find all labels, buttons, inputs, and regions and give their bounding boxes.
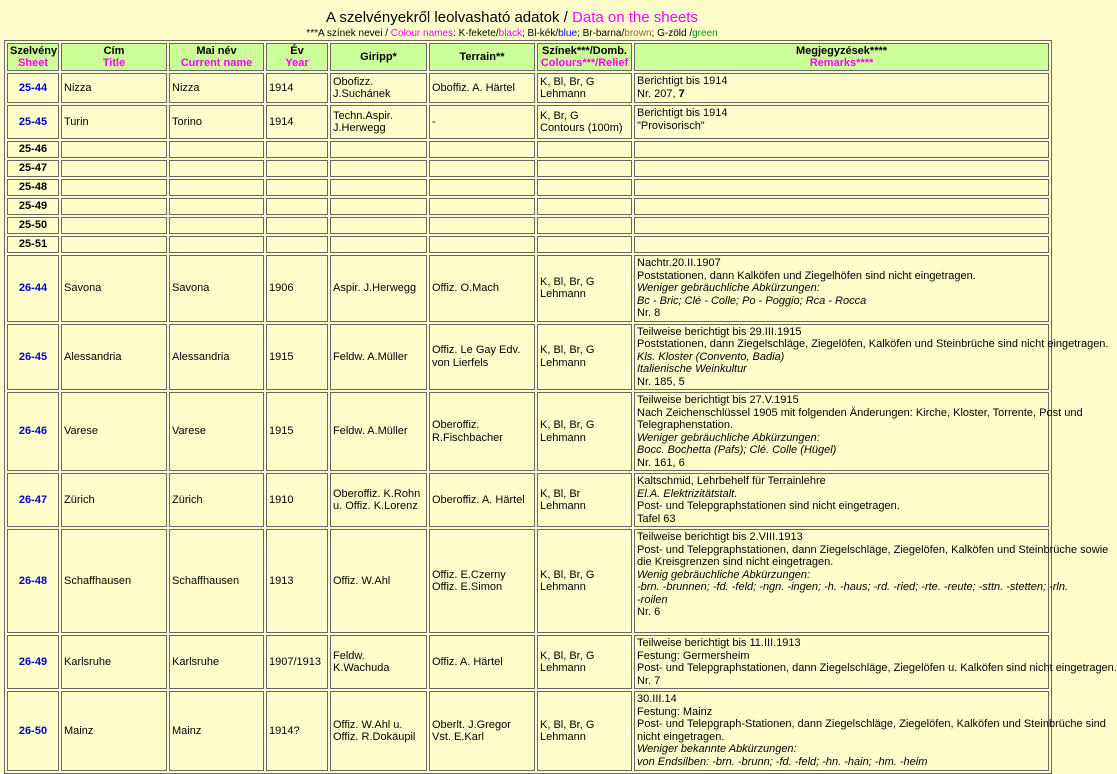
cell-gerippe — [330, 236, 427, 253]
cell-terrain: Offiz. Le Gay Edv. von Lierfels — [429, 324, 535, 391]
remarks-line: Nachtr.20.II.1907 — [637, 257, 721, 269]
cell-year: 1913 — [266, 529, 328, 633]
cell-title: Savona — [61, 255, 167, 322]
page-header — [0, 0, 1024, 40]
cell-gerippe: Feldw. A.Müller — [330, 324, 427, 391]
table-row — [7, 105, 1049, 139]
table-row — [7, 198, 1049, 215]
cell-terrain: - — [429, 105, 535, 139]
cell-gerippe: Techn.Aspir. J.Herwegg — [330, 105, 427, 139]
cell-gerippe — [330, 141, 427, 158]
remarks-line: Post- und Telepgraphstationen, dann Ziegelschläge, Ziegelöfen u. Kalköfen sind nicht eingetragen. — [637, 662, 1117, 674]
colour-names-legend — [0, 28, 1024, 40]
table-row — [7, 236, 1049, 253]
colours-line: Lehmann — [540, 500, 586, 512]
colours-line: Lehmann — [540, 88, 586, 100]
table-row — [7, 255, 1049, 322]
cell-gerippe: Feldw. K.Wachuda — [330, 635, 427, 689]
cell-colours — [537, 236, 632, 253]
cell-sheet: 25-51 — [7, 236, 59, 253]
colours-line: Contours (100m) — [540, 122, 623, 134]
table-row — [7, 691, 1049, 771]
cell-sheet[interactable]: 26-49 — [7, 635, 59, 689]
remarks-line: Nr. 7 — [637, 674, 661, 687]
cell-terrain: Offiz. A. Härtel — [429, 635, 535, 689]
remarks-line: Festung: Germersheim — [637, 649, 750, 662]
colours-line: Lehmann — [540, 288, 586, 301]
colours-line: K, Bl, Br, G — [540, 419, 595, 431]
remarks-line: Post- und Telepgraphstationen, dann Ziegelschläge, Ziegelöfen, Kalköfen und Steinbrüche sowie — [637, 543, 1109, 556]
cell-terrain — [429, 160, 535, 177]
remarks-line: Nr. 207, 7 — [637, 87, 685, 100]
remarks-line: Teilweise berichtigt bis 11.III.1913 — [637, 637, 801, 649]
colours-line: K, Bl, Br, G — [540, 718, 595, 731]
cell-sheet: 25-46 — [7, 141, 59, 158]
cell-sheet[interactable]: 26-47 — [7, 473, 59, 527]
cell-title: Schaffhausen — [61, 529, 167, 633]
cell-current-name — [169, 179, 264, 196]
cell-remarks — [634, 392, 1083, 471]
cell-terrain — [429, 236, 535, 253]
remarks-line: Poststationen, dann Kalköfen und Ziegelhöfen sind nicht eingetragen. — [637, 269, 976, 282]
cell-gerippe: Oberoffiz. K.Rohn u. Offiz. K.Lorenz — [330, 473, 427, 527]
remarks-line: Nr. 8 — [637, 307, 661, 319]
cell-year: 1907/1913 — [266, 635, 328, 689]
remarks-line: Nr. 6 — [637, 606, 661, 618]
cell-remarks — [634, 236, 1049, 253]
colours-line: Lehmann — [540, 581, 586, 593]
remarks-line: El.A. Elektrizitätstalt. — [637, 487, 738, 500]
cell-terrain: Oberoffiz. A. Härtel — [429, 473, 535, 527]
cell-remarks — [634, 324, 1109, 391]
title-english: Data on the sheets — [572, 9, 698, 26]
cell-sheet[interactable]: 25-44 — [7, 73, 59, 103]
page-title — [0, 9, 1024, 27]
cell-colours — [537, 691, 632, 771]
cell-title — [61, 141, 167, 158]
colours-line: Lehmann — [540, 731, 586, 743]
cell-terrain: Offiz. E.Czerny Offiz. E.Simon — [429, 529, 535, 633]
cell-terrain — [429, 179, 535, 196]
colour-legend-k: : K-fekete/ — [453, 28, 499, 39]
cell-gerippe: Aspir. J.Herwegg — [330, 255, 427, 322]
colours-line: K, Bl, Br, G — [540, 275, 595, 288]
cell-sheet[interactable]: 26-46 — [7, 392, 59, 471]
colours-line: K, Br, G — [540, 109, 579, 122]
remarks-line: Weniger gebräuchliche Abkürzungen: — [637, 282, 820, 294]
remarks-line: Wenig gebräuchliche Abkürzungen: — [637, 568, 811, 581]
remarks-line: Berichtigt bis 1914 — [637, 75, 728, 87]
sheets-table-container[interactable] — [4, 40, 1117, 768]
colour-legend-bl-en: blue — [558, 28, 578, 39]
cell-sheet[interactable]: 26-50 — [7, 691, 59, 771]
cell-colours — [537, 179, 632, 196]
cell-year — [266, 141, 328, 158]
remarks-line: Nach Zeichenschlüssel 1905 mit folgenden Änderungen: Kirche, Kloster, Torrente, Post und — [637, 406, 1083, 419]
table-row — [7, 217, 1049, 234]
cell-current-name: Alessandria — [169, 324, 264, 391]
cell-sheet[interactable]: 26-44 — [7, 255, 59, 322]
table-body — [7, 73, 1117, 771]
table-row — [7, 529, 1049, 633]
cell-title — [61, 198, 167, 215]
remarks-line: Tafel 63 — [637, 512, 676, 525]
cell-year: 1914 — [266, 105, 328, 139]
cell-current-name: Savona — [169, 255, 264, 322]
remarks-line: Bc - Bric; Clé - Colle; Po - Poggio; Rca - Rocca — [637, 294, 867, 307]
title-separator: / — [559, 9, 573, 26]
cell-gerippe — [330, 198, 427, 215]
remarks-line: Teilweise berichtigt bis 2.VIII.1913 — [637, 531, 803, 543]
remarks-line: -roilen — [637, 593, 668, 606]
cell-sheet[interactable]: 26-48 — [7, 529, 59, 633]
colours-line: Lehmann — [540, 356, 586, 369]
colours-line: K, Bl, Br, G — [540, 568, 595, 581]
cell-year: 1914? — [266, 691, 328, 771]
cell-terrain: Offiz. O.Mach — [429, 255, 535, 322]
remarks-line: Berichtigt bis 1914 — [637, 107, 728, 119]
colours-line: K, Bl, Br, G — [540, 649, 595, 662]
cell-colours — [537, 160, 632, 177]
cell-colours — [537, 635, 632, 689]
cell-title — [61, 236, 167, 253]
remarks-line: Nr. 161, 6 — [637, 456, 685, 469]
cell-colours — [537, 529, 632, 633]
cell-terrain: Oberlt. J.Gregor Vst. E.Karl — [429, 691, 535, 771]
cell-gerippe: Offiz. W.Ahl u. Offiz. R.Dokäupil — [330, 691, 427, 771]
remarks-line: 30.III.14 — [637, 693, 677, 705]
cell-current-name: Torino — [169, 105, 264, 139]
remarks-line: Italienische Weinkultur — [637, 363, 747, 375]
cell-colours — [537, 105, 632, 139]
cell-current-name: Nizza — [169, 73, 264, 103]
table-row — [7, 160, 1049, 177]
cell-current-name — [169, 236, 264, 253]
cell-year: 1915 — [266, 324, 328, 391]
cell-current-name: Zürich — [169, 473, 264, 527]
remarks-line: "Provisorisch" — [637, 119, 705, 132]
cell-remarks — [634, 179, 1049, 196]
cell-gerippe — [330, 160, 427, 177]
remarks-line: von Endsilben: -brn. -brunn; -fd. -feld; -hn. -hain; -hm. -heim — [637, 755, 928, 768]
remarks-line: Weniger bekannte Abkürzungen: — [637, 743, 797, 755]
colour-legend-br-en: brown — [624, 28, 652, 39]
cell-year: 1906 — [266, 255, 328, 322]
cell-remarks — [634, 691, 1106, 771]
remarks-line: Bocc. Bochetta (Pafs); Clé. Colle (Hügel) — [637, 444, 837, 456]
cell-gerippe: Offiz. W.Ahl — [330, 529, 427, 633]
cell-current-name: Varese — [169, 392, 264, 471]
cell-year — [266, 160, 328, 177]
cell-colours — [537, 255, 632, 322]
remarks-line: Telegraphenstation. — [637, 419, 734, 431]
cell-current-name: Schaffhausen — [169, 529, 264, 633]
sheets-table — [4, 40, 1117, 774]
title-hungarian: A szelvényekről leolvasható adatok — [326, 9, 560, 26]
column-header-title: Cím Title — [61, 43, 167, 71]
cell-remarks — [634, 529, 1109, 633]
cell-sheet: 25-48 — [7, 179, 59, 196]
cell-year — [266, 179, 328, 196]
colour-legend-g-en: green — [692, 28, 718, 39]
cell-terrain: Oboffiz. A. Härtel — [429, 73, 535, 103]
cell-colours — [537, 324, 632, 391]
cell-year — [266, 198, 328, 215]
cell-sheet[interactable]: 25-45 — [7, 105, 59, 139]
colour-legend-br: ; Br-barna/ — [577, 28, 625, 39]
remarks-line: Poststationen, dann Ziegelschläge, Ziegelöfen, Kalköfen und Steinbrüche sind nicht eingetragen. — [637, 338, 1109, 350]
cell-colours — [537, 392, 632, 471]
column-header-terrain: Terrain** — [429, 43, 535, 71]
cell-title: Karlsruhe — [61, 635, 167, 689]
remarks-line: nicht eingetragen. — [637, 730, 725, 743]
remarks-line: Kaltschmid, Lehrbehelf für Terrainlehre — [637, 475, 826, 487]
remarks-line: Weniger gebräuchliche Abkürzungen: — [637, 431, 820, 444]
cell-current-name — [169, 160, 264, 177]
cell-remarks — [634, 160, 1049, 177]
column-header-year: Év Year — [266, 43, 328, 71]
cell-colours — [537, 73, 632, 103]
cell-sheet: 25-50 — [7, 217, 59, 234]
cell-remarks — [634, 198, 1049, 215]
remarks-line: Post- und Telepgraphstationen sind nicht eingetragen. — [637, 500, 900, 512]
column-header-sheet: Szelvény Sheet — [7, 43, 59, 71]
table-row — [7, 473, 1049, 527]
cell-year — [266, 217, 328, 234]
cell-gerippe: Feldw. A.Müller — [330, 392, 427, 471]
cell-year — [266, 236, 328, 253]
cell-title: Mainz — [61, 691, 167, 771]
cell-gerippe: Obofizz. J.Suchánek — [330, 73, 427, 103]
table-header-row — [7, 43, 1049, 71]
table-row — [7, 324, 1049, 391]
cell-year: 1914 — [266, 73, 328, 103]
cell-gerippe — [330, 217, 427, 234]
column-header-colours: Színek***/Domb. Colours***/Relief — [537, 43, 632, 71]
cell-colours — [537, 473, 632, 527]
remarks-line: Teilweise berichtigt bis 27.V.1915 — [637, 394, 799, 406]
cell-colours — [537, 217, 632, 234]
cell-current-name: Karlsruhe — [169, 635, 264, 689]
cell-terrain — [429, 217, 535, 234]
cell-remarks — [634, 73, 1049, 103]
table-row — [7, 73, 1049, 103]
cell-current-name: Mainz — [169, 691, 264, 771]
colours-line: K, Bl, Br — [540, 487, 581, 500]
column-header-current-name: Mai név Current name — [169, 43, 264, 71]
cell-current-name — [169, 198, 264, 215]
colour-legend-g: ; G-zöld / — [651, 28, 693, 39]
cell-remarks — [634, 105, 1049, 139]
remarks-line: Festung: Mainz — [637, 705, 713, 718]
cell-terrain — [429, 141, 535, 158]
cell-remarks — [634, 141, 1049, 158]
cell-title: Turin — [61, 105, 167, 139]
cell-title: Varese — [61, 392, 167, 471]
remarks-line: die Kreisgrenzen sind nicht eingetragen. — [637, 556, 834, 568]
colour-legend-bl: ; Bl-kék/ — [522, 28, 559, 39]
colour-legend-prefix-en: Colour names — [390, 28, 454, 39]
cell-remarks — [634, 635, 1117, 689]
cell-terrain: Oberoffiz. R.Fischbacher — [429, 392, 535, 471]
column-header-remarks: Megjegyzések**** Remarks**** — [634, 43, 1049, 71]
cell-year: 1915 — [266, 392, 328, 471]
colours-line: K, Bl, Br, G — [540, 75, 595, 88]
cell-sheet: 25-49 — [7, 198, 59, 215]
cell-year: 1910 — [266, 473, 328, 527]
colours-line: K, Bl, Br, G — [540, 344, 595, 357]
colours-line: Lehmann — [540, 431, 586, 444]
cell-remarks — [634, 217, 1049, 234]
table-row — [7, 141, 1049, 158]
cell-title — [61, 179, 167, 196]
remarks-line: Teilweise berichtigt bis 29.III.1915 — [637, 325, 802, 338]
remarks-line: Kls. Kloster (Convento, Badia) — [637, 350, 785, 363]
table-row — [7, 635, 1049, 689]
cell-sheet: 25-47 — [7, 160, 59, 177]
remarks-line: Post- und Telepgraph-Stationen, dann Ziegelschläge, Ziegelöfen, Kalköfen und Steinbrüche sind — [637, 718, 1106, 730]
cell-terrain — [429, 198, 535, 215]
cell-title: Nizza — [61, 73, 167, 103]
remarks-line: Nr. 185, 5 — [637, 375, 685, 388]
table-row — [7, 392, 1049, 471]
cell-current-name — [169, 141, 264, 158]
column-header-gerippe: Giripp* — [330, 43, 427, 71]
remarks-line: -brn. -brunnen; -fd. -feld; -ngn. -ingen; -h. -haus; -rd. -ried; -rte. -reute; -sttn. -stetten; -rln. — [637, 581, 1068, 593]
cell-gerippe — [330, 179, 427, 196]
cell-sheet[interactable]: 26-45 — [7, 324, 59, 391]
cell-remarks — [634, 255, 1049, 322]
colour-legend-k-en: black — [498, 28, 522, 39]
colour-legend-prefix: ***A színek nevei / — [306, 28, 391, 39]
cell-remarks — [634, 473, 1049, 527]
cell-colours — [537, 141, 632, 158]
cell-title — [61, 160, 167, 177]
cell-title — [61, 217, 167, 234]
cell-title: Zürich — [61, 473, 167, 527]
cell-current-name — [169, 217, 264, 234]
table-row — [7, 179, 1049, 196]
cell-title: Alessandria — [61, 324, 167, 391]
cell-colours — [537, 198, 632, 215]
colours-line: Lehmann — [540, 662, 586, 674]
